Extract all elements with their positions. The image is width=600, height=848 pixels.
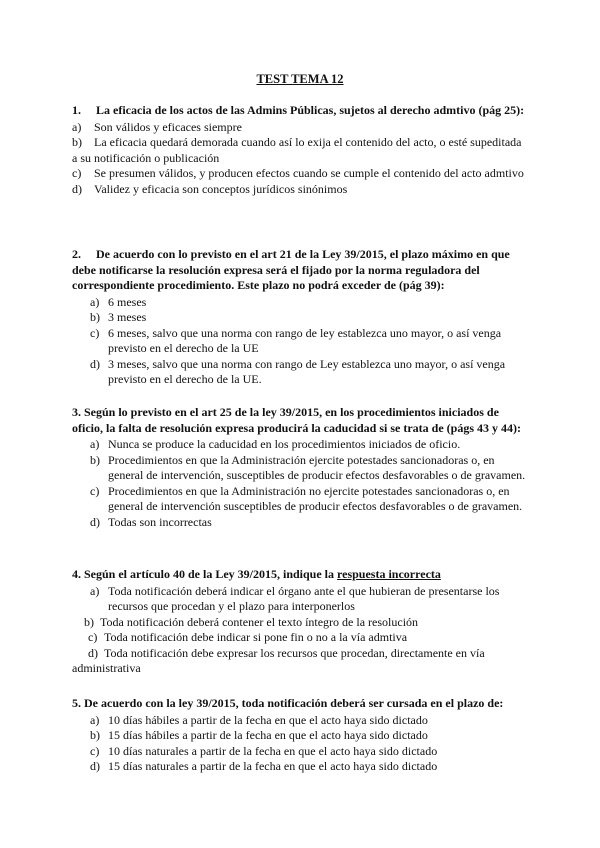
option-c: c) Se presumen válidos, y producen efectos cuando se cumple el contenido del acto admtivo [72,166,524,180]
question-number: 5. [72,696,81,710]
question-text: De acuerdo con la ley 39/2015, toda notificación deberá ser cursada en el plazo de: [84,696,504,710]
option-b: b) Procedimientos en que la Administración ejercite potestades sancionadoras o, en general de intervención, susceptibles de producir efectos desfavorables o de gravamen. [90,452,526,482]
question-4-heading [72,567,528,583]
question-3 [72,405,528,530]
option-c: c) 6 meses, salvo que una norma con rango de ley establezca uno mayor, o así venga previsto en el derecho de la UE [90,325,502,355]
question-1-heading [72,103,528,119]
option-a: a) Son válidos y eficaces siempre [72,119,242,134]
option-d: d) 3 meses, salvo que una norma con rango de Ley establezca uno mayor, o así venga previsto en el derecho de la UE. [90,356,506,386]
option-c: c) 10 días naturales a partir de la fecha en que el acto haya sido dictado [90,743,438,758]
option-c: c) Toda notificación debe indicar si pone fin o no a la vía admtiva [88,630,408,644]
option-c: c) Procedimientos en que la Administración no ejercite potestades sancionadoras o, en general de intervención susceptibles de producir efectos desfavorables o de gravamen. [90,483,523,513]
option-d: d) 15 días naturales a partir de la fecha en que el acto haya sido dictado [90,759,438,773]
option-d: d) Toda notificación debe expresar los recursos que procedan, directamente en vía administrativa [72,645,485,675]
question-2 [72,247,528,388]
question-text: Según el artículo 40 de la Ley 39/2015, indique la [84,567,335,581]
question-text: Según lo previsto en el art 25 de la ley 39/2015, en los procedimientos iniciados de oficio, la falta de resolución expresa producirá la caducidad si se trata de (págs 43 y 44): [72,405,521,435]
option-b: b) La eficacia quedará demorada cuando así lo exija el contenido del acto, o esté supeditada a su notificación o publicación [72,135,522,165]
question-text-underlined: respuesta incorrecta [337,567,441,581]
option-b: b) 15 días hábiles a partir de la fecha en que el acto haya sido dictado [90,728,428,742]
option-d: d) Validez y eficacia son conceptos jurídicos sinónimos [72,181,348,196]
question-1 [72,103,528,197]
question-2-heading [72,247,528,294]
option-a: a) Toda notificación deberá indicar el órgano ante el que hubieran de presentarse los recursos que procedan y el plazo para interponerlos [90,583,500,613]
question-3-heading [72,405,528,436]
question-number: 3. [72,405,81,419]
question-text: La eficacia de los actos de las Admins Públicas, sujetos al derecho admtivo (pág 25): [96,103,525,117]
option-b: b) Toda notificación deberá contener el texto íntegro de la resolución [84,614,419,629]
question-4 [72,567,528,677]
option-a: a) 10 días hábiles a partir de la fecha en que el acto haya sido dictado [90,712,428,727]
question-number: 2. [72,247,81,261]
page-title: TEST TEMA 12 [256,72,344,86]
question-5-heading [72,696,528,712]
question-number: 4. [72,567,81,581]
option-a: a) Nunca se produce la caducidad en los procedimientos iniciados de oficio. [90,437,461,451]
option-d: d) Todas son incorrectas [90,514,212,529]
option-b: b) 3 meses [90,310,147,324]
option-a: a) 6 meses [90,294,147,309]
question-5 [72,696,528,775]
question-text: De acuerdo con lo previsto en el art 21 de la Ley 39/2015, el plazo máximo en que debe notificarse la resolución expresa será el fijado por la norma reguladora del correspondiente procedimiento. Este plazo no podrá exceder de (pág 39): [72,247,510,292]
question-number: 1. [72,103,81,117]
